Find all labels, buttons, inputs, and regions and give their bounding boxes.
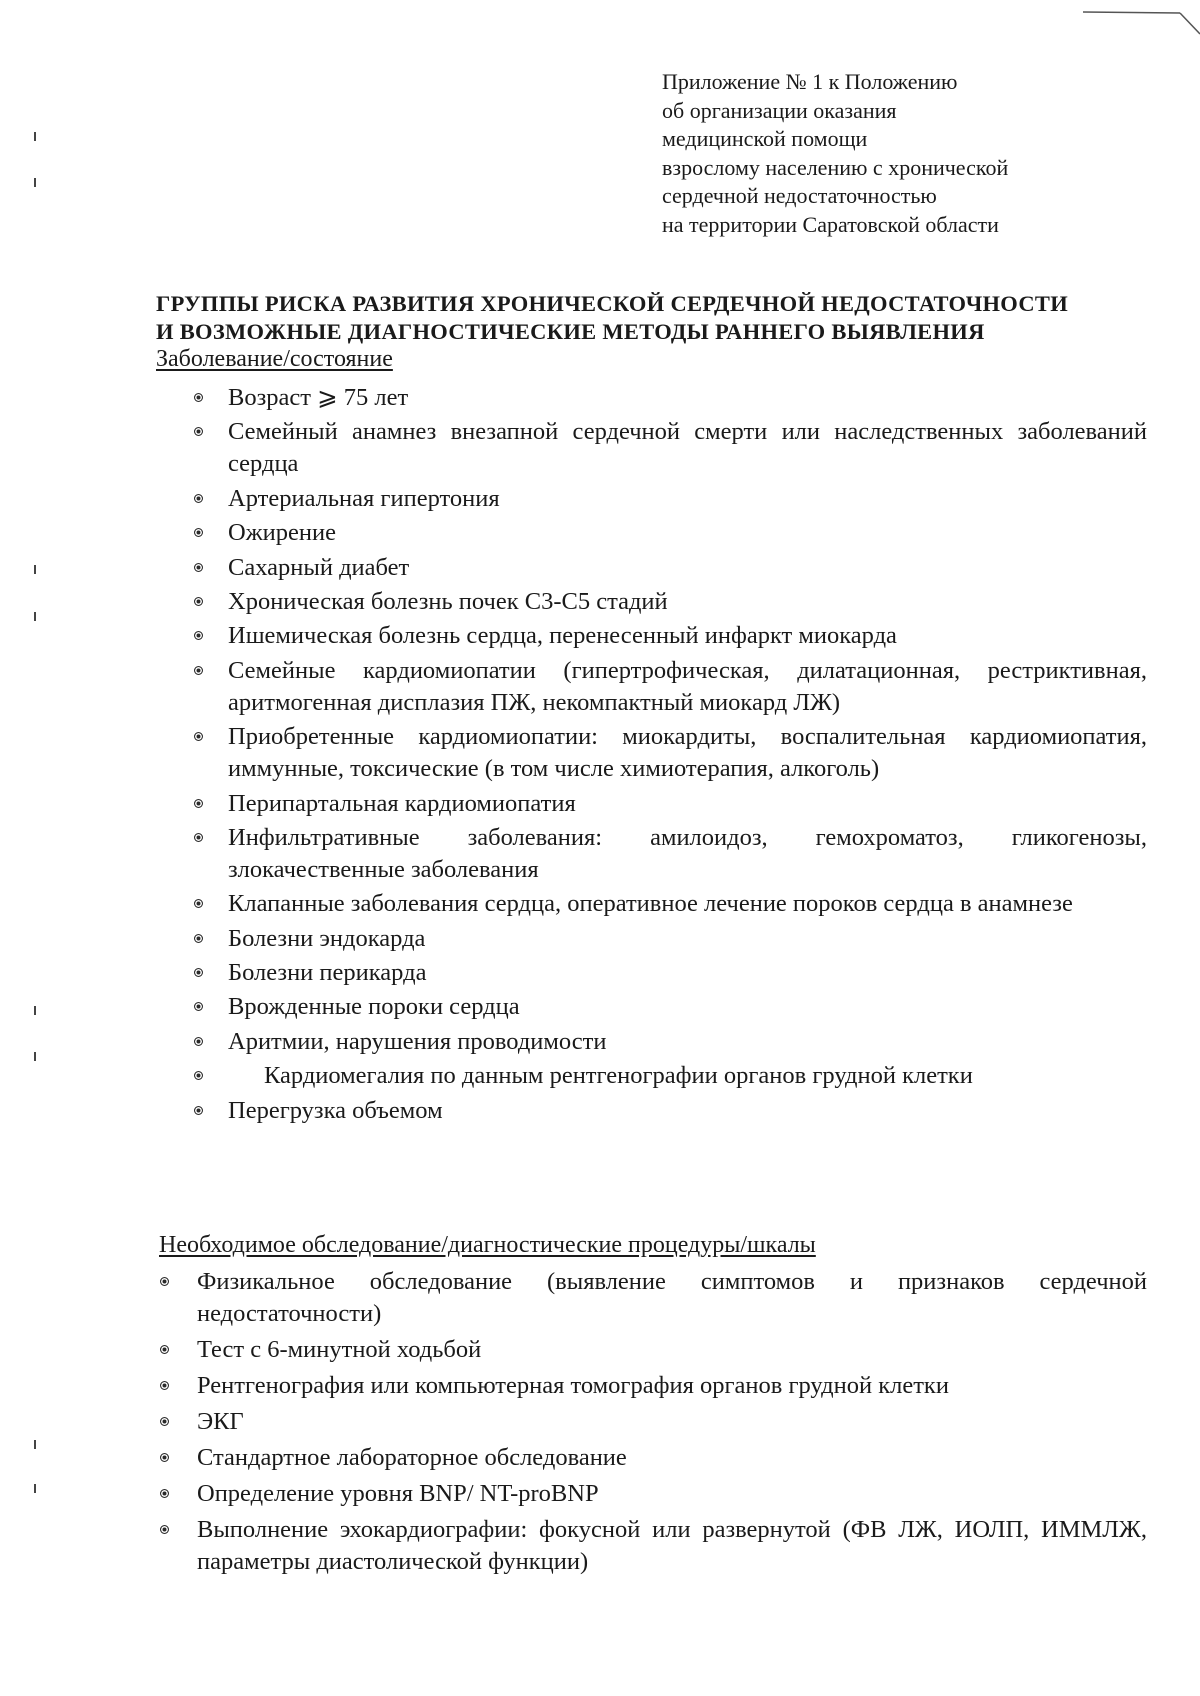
list-item-text: Стандартное лабораторное обследование [197, 1444, 627, 1471]
document-title [156, 290, 1146, 346]
list-item [192, 1095, 1147, 1127]
list-item-text: Аритмии, нарушения проводимости [228, 1027, 607, 1055]
list-item [192, 552, 1147, 584]
list-item [192, 655, 1147, 719]
bullet-icon [160, 1381, 169, 1390]
list-item-text: Кардиомегалия по данным рентгенографии органов грудной клетки [264, 1062, 973, 1090]
bullet-icon [194, 494, 203, 503]
list-item [160, 1478, 1147, 1510]
list-item [192, 788, 1147, 820]
list-item-text: Физикальное обследование (выявление симптомов и признаков сердечной недостаточности) [197, 1268, 1147, 1327]
list-item [160, 1514, 1147, 1578]
header-line: об организации оказания [662, 97, 897, 123]
bullet-icon [160, 1417, 169, 1426]
bullet-icon [194, 393, 203, 402]
list-item-text: Ишемическая болезнь сердца, перенесенный инфаркт миокарда [228, 622, 897, 650]
list-item-text: Приобретенные кардиомиопатии: миокардиты, воспалительная кардиомиопатия, иммунные, токсические (в том числе химиотерапия, алкоголь) [228, 723, 1147, 783]
bullet-icon [194, 1071, 203, 1080]
bullet-icon [194, 563, 203, 572]
bullet-icon [194, 631, 203, 640]
list-item-text: Артериальная гипертония [228, 484, 500, 512]
list-item [160, 1442, 1147, 1474]
list-item-text: Выполнение эхокардиографии: фокусной или развернутой (ФВ ЛЖ, ИОЛП, ИММЛЖ, параметры диастолической функции) [197, 1516, 1147, 1575]
bullet-icon [194, 799, 203, 808]
scan-artifact-mark [34, 178, 36, 187]
bullet-icon [160, 1453, 169, 1462]
scan-edge-line [0, 0, 1200, 40]
bullet-icon [194, 597, 203, 606]
bullet-icon [194, 833, 203, 842]
list-item [192, 888, 1147, 920]
list-item-text: Тест с 6-минутной ходьбой [197, 1336, 482, 1363]
diagnostics-section-heading: Необходимое обследование/диагностические процедуры/шкалы [159, 1232, 816, 1258]
list-item [192, 382, 1147, 414]
bullet-icon [194, 666, 203, 675]
scan-artifact-mark [34, 565, 36, 574]
bullet-icon [194, 899, 203, 908]
scan-artifact-mark [34, 1006, 36, 1015]
list-item [192, 517, 1147, 549]
list-item [192, 1026, 1147, 1058]
list-item-text: Клапанные заболевания сердца, оперативное лечение пороков сердца в анамнезе [228, 890, 1073, 918]
bullet-icon [194, 528, 203, 537]
list-item [192, 1060, 1147, 1092]
bullet-icon [194, 1002, 203, 1011]
list-item-text: Перипартальная кардиомиопатия [228, 789, 576, 817]
list-item [192, 721, 1147, 785]
list-item-text: Перегрузка объемом [228, 1096, 443, 1124]
header-line: взрослому населению с хронической [662, 154, 1009, 180]
title-line: И ВОЗМОЖНЫЕ ДИАГНОСТИЧЕСКИЕ МЕТОДЫ РАННЕГО ВЫЯВЛЕНИЯ [156, 319, 985, 344]
list-item [160, 1406, 1147, 1438]
list-item [192, 957, 1147, 989]
list-item-text: Семейный анамнез внезапной сердечной смерти или наследственных заболеваний сердца [228, 418, 1147, 478]
scan-artifact-mark [34, 1484, 36, 1493]
list-item-text: Рентгенография или компьютерная томография органов грудной клетки [197, 1372, 949, 1399]
list-item-text: Врожденные пороки сердца [228, 993, 520, 1021]
header-line: на территории Саратовской области [662, 211, 999, 237]
title-line: ГРУППЫ РИСКА РАЗВИТИЯ ХРОНИЧЕСКОЙ СЕРДЕЧНОЙ НЕДОСТАТОЧНОСТИ [156, 291, 1069, 316]
list-item-text: Болезни эндокарда [228, 924, 426, 952]
header-line: медицинской помощи [662, 126, 868, 151]
list-item-text: Определение уровня BNP/ NT-proBNP [197, 1480, 599, 1507]
bullet-icon [194, 427, 203, 436]
bullet-icon [194, 1106, 203, 1115]
list-item [192, 923, 1147, 955]
scan-artifact-mark [34, 1440, 36, 1449]
bullet-icon [160, 1277, 169, 1286]
list-item-text: Возраст ⩾ 75 лет [228, 384, 409, 411]
bullet-icon [194, 732, 203, 741]
bullet-icon [160, 1525, 169, 1534]
risk-factor-list [192, 382, 1147, 1129]
list-item-text: Болезни перикарда [228, 959, 427, 987]
list-item [192, 586, 1147, 618]
bullet-icon [160, 1345, 169, 1354]
list-item [192, 822, 1147, 886]
bullet-icon [160, 1489, 169, 1498]
list-item [160, 1266, 1147, 1330]
list-item [192, 620, 1147, 652]
risk-section-heading: Заболевание/состояние [156, 346, 393, 372]
list-item [160, 1334, 1147, 1366]
bullet-icon [194, 968, 203, 977]
scan-artifact-mark [34, 132, 36, 141]
scan-artifact-mark [34, 612, 36, 621]
list-item-text: Семейные кардиомиопатии (гипертрофическая, дилатационная, рестриктивная, аритмогенная дисплазия ПЖ, некомпактный миокард ЛЖ) [228, 656, 1147, 716]
list-item [192, 483, 1147, 515]
list-item-text: Инфильтративные заболевания: амилоидоз, гемохроматоз, гликогенозы, злокачественные заболевания [228, 823, 1147, 883]
scan-artifact-mark [34, 1052, 36, 1061]
list-item-text: ЭКГ [197, 1408, 244, 1435]
list-item-text: Хроническая болезнь почек С3-С5 стадий [228, 587, 668, 615]
list-item-text: Сахарный диабет [228, 553, 410, 581]
bullet-icon [194, 1037, 203, 1046]
list-item [192, 991, 1147, 1023]
header-line: Приложение № 1 к Положению [662, 69, 958, 94]
appendix-header [662, 68, 1082, 239]
diagnostics-list [160, 1266, 1147, 1582]
bullet-icon [194, 934, 203, 943]
list-item-text: Ожирение [228, 519, 336, 547]
list-item [192, 416, 1147, 480]
header-line: сердечной недостаточностью [662, 183, 937, 208]
list-item [160, 1370, 1147, 1402]
